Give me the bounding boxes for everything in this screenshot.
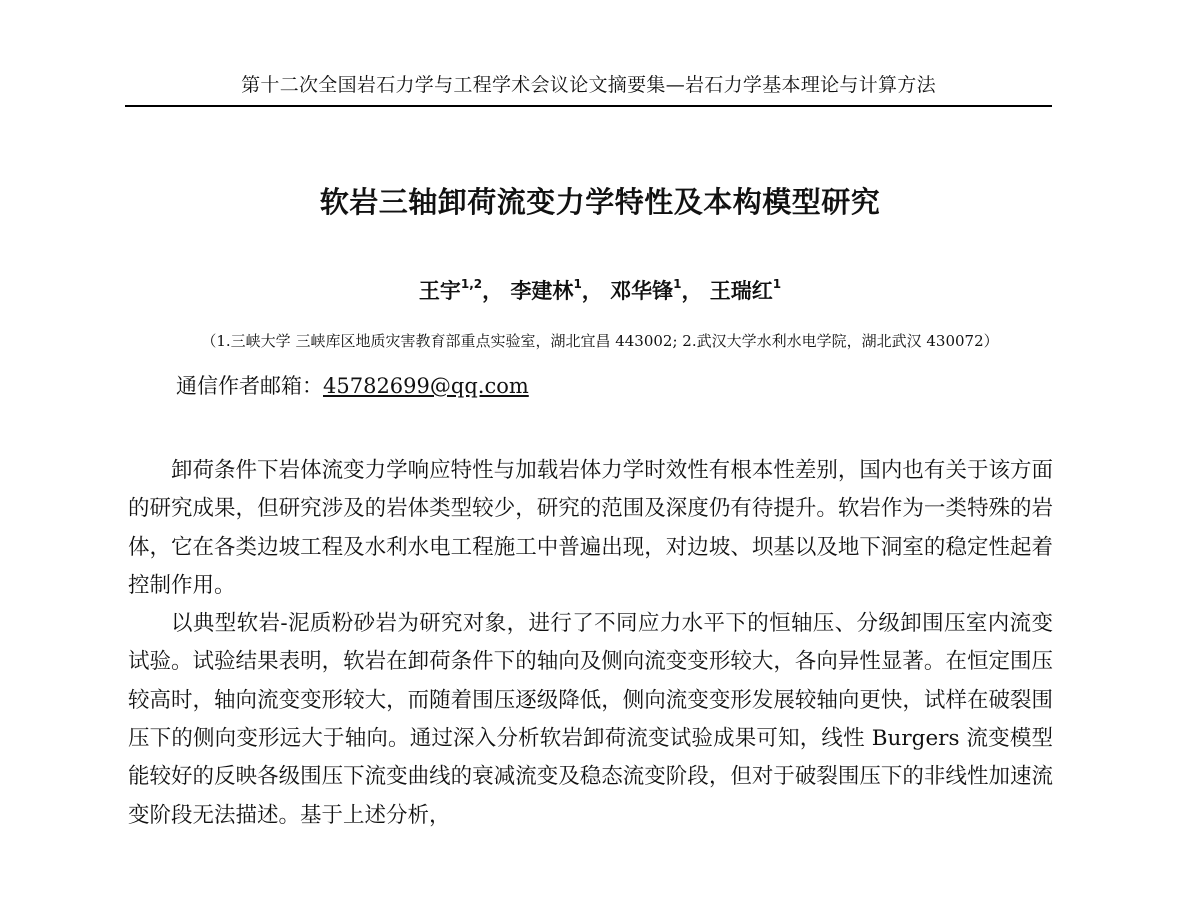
corresponding-email-line bbox=[176, 370, 529, 400]
author-name: 李建林 bbox=[510, 279, 574, 303]
email-link[interactable]: 45782699@qq.com bbox=[323, 374, 529, 398]
running-header: 第十二次全国岩石力学与工程学术会议论文摘要集—岩石力学基本理论与计算方法 bbox=[125, 70, 1052, 107]
author-list bbox=[0, 275, 1200, 305]
author-separator: ， bbox=[482, 279, 504, 303]
author-name: 王宇 bbox=[418, 279, 461, 303]
paper-title: 软岩三轴卸荷流变力学特性及本构模型研究 bbox=[319, 185, 881, 219]
author-affiliation-mark: 1,2 bbox=[460, 277, 483, 291]
body-paragraph-1: 卸荷条件下岩体流变力学响应特性与加载岩体力学时效性有根本性差别，国内也有关于该方面的研究成果，但研究涉及的岩体类型较少，研究的范围及深度仍有待提升。软岩作为一类特殊的岩体，它在各类边坡工程及水利水电工程施工中普遍出现，对边坡、坝基以及地下洞室的稳定性起着控制作用。 bbox=[128, 458, 1053, 598]
body-paragraph-2: 以典型软岩-泥质粉砂岩为研究对象，进行了不同应力水平下的恒轴压、分级卸围压室内流变试验。试验结果表明，软岩在卸荷条件下的轴向及侧向流变变形较大，各向异性显著。在恒定围压较高时，轴向流变变形较大，而随着围压逐级降低，侧向流变变形发展较轴向更快，试样在破裂围压下的侧向变形远大于轴向。通过深入分析软岩卸荷流变试验成果可知，线性 Burgers 流变模型能较好的反映各级围压下流变曲线的衰减流变及稳态流变阶段，但对于破裂围压下的非线性加速流变阶段无法描述。基于上述分析， bbox=[128, 611, 1053, 828]
author-name: 邓华锋 bbox=[610, 279, 674, 303]
author-affiliation-mark: 1 bbox=[673, 277, 682, 291]
author-separator: ， bbox=[681, 279, 703, 303]
abstract-body bbox=[128, 452, 1053, 835]
author-name: 王瑞红 bbox=[709, 279, 773, 303]
email-label: 通信作者邮箱： bbox=[176, 374, 323, 398]
author-affiliation-mark: 1 bbox=[573, 277, 582, 291]
author-affiliation-mark: 1 bbox=[772, 277, 782, 291]
affiliation: （1.三峡大学 三峡库区地质灾害教育部重点实验室，湖北宜昌 443002; 2.武汉大学水利水电学院，湖北武汉 430072） bbox=[201, 332, 999, 350]
author-separator: ， bbox=[581, 279, 603, 303]
